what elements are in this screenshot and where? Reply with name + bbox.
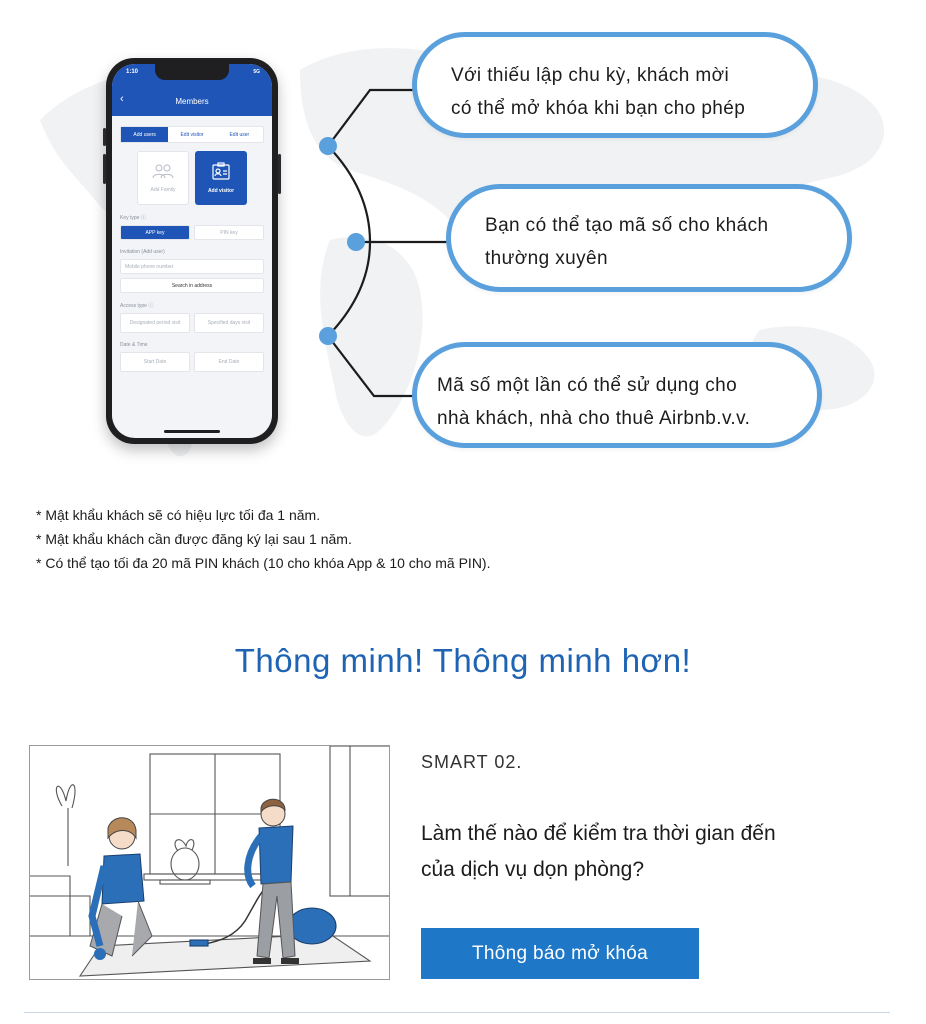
divider [24, 1012, 890, 1013]
status-signal: 5G [253, 69, 260, 75]
connector-dot [319, 327, 337, 345]
tab-edit-user[interactable]: Edit user [229, 131, 250, 138]
bubble-line: có thể mở khóa khi bạn cho phép [451, 98, 746, 119]
note-item: * Có thể tạo tối đa 20 mã PIN khách (10 cho khóa App & 10 cho mã PIN). [36, 555, 491, 571]
start-date-input[interactable]: Start Date [120, 352, 190, 372]
bubble-line: Mã số một lần có thể sử dụng cho [437, 375, 738, 396]
note-item: * Mật khẩu khách sẽ có hiệu lực tối đa 1 năm. [36, 507, 321, 523]
designated-period-option[interactable]: Designated period visit [120, 313, 190, 333]
connector-dot [319, 137, 337, 155]
guest-password-notes [36, 503, 490, 575]
end-date-input[interactable]: End Date [194, 352, 264, 372]
phone-notch [155, 64, 229, 80]
tab-edit-visitor[interactable]: Edit visitor [180, 131, 204, 138]
question-line: của dịch vụ dọn phòng? [421, 858, 645, 881]
smart-label: SMART 02. [421, 752, 523, 772]
feature-bubble-one-time-code [412, 342, 822, 448]
access-type-label: Access type ⓘ [120, 303, 154, 309]
section-title: Thông minh! Thông minh hơn! [234, 642, 692, 679]
add-family-label: Add Family [150, 187, 176, 193]
search-address-button[interactable]: Search in address [120, 278, 264, 293]
invitation-label: Invitation (Add user) [120, 249, 165, 255]
chevron-left-icon[interactable]: ‹ [120, 93, 124, 105]
bubble-line: nhà khách, nhà cho thuê Airbnb.v.v. [437, 408, 751, 429]
bubble-line: Với thiếu lập chu kỳ, khách mời [451, 65, 730, 86]
app-key-option[interactable]: APP key [120, 225, 190, 240]
note-item: * Mật khẩu khách cần được đăng ký lại sau 1 năm. [36, 531, 352, 547]
feature-illustration [0, 0, 926, 490]
app-title: Members [175, 97, 209, 106]
add-visitor-label: Add visitor [207, 188, 235, 194]
connector-dot [347, 233, 365, 251]
bubble-line: thường xuyên [485, 248, 608, 269]
feature-bubble-periodic-access [412, 32, 818, 138]
datetime-label: Date & Time [120, 342, 148, 348]
feature-bubble-regular-guest-code [446, 184, 852, 292]
specified-days-option[interactable]: Specified days visit [194, 313, 264, 333]
tab-add-users[interactable]: Add users [121, 127, 168, 142]
unlock-notification-button[interactable]: Thông báo mở khóa [421, 928, 699, 979]
smart-question [421, 816, 776, 888]
cleaning-service-illustration [29, 745, 390, 980]
key-type-label: Key type ⓘ [120, 215, 146, 221]
bubble-line: Bạn có thể tạo mã số cho khách [485, 215, 769, 236]
mobile-phone-input[interactable]: Mobile phone number [120, 259, 264, 274]
status-time: 1:10 [126, 69, 139, 75]
question-line: Làm thế nào để kiểm tra thời gian đến [421, 822, 776, 845]
pin-key-option[interactable]: PIN key [194, 225, 264, 240]
